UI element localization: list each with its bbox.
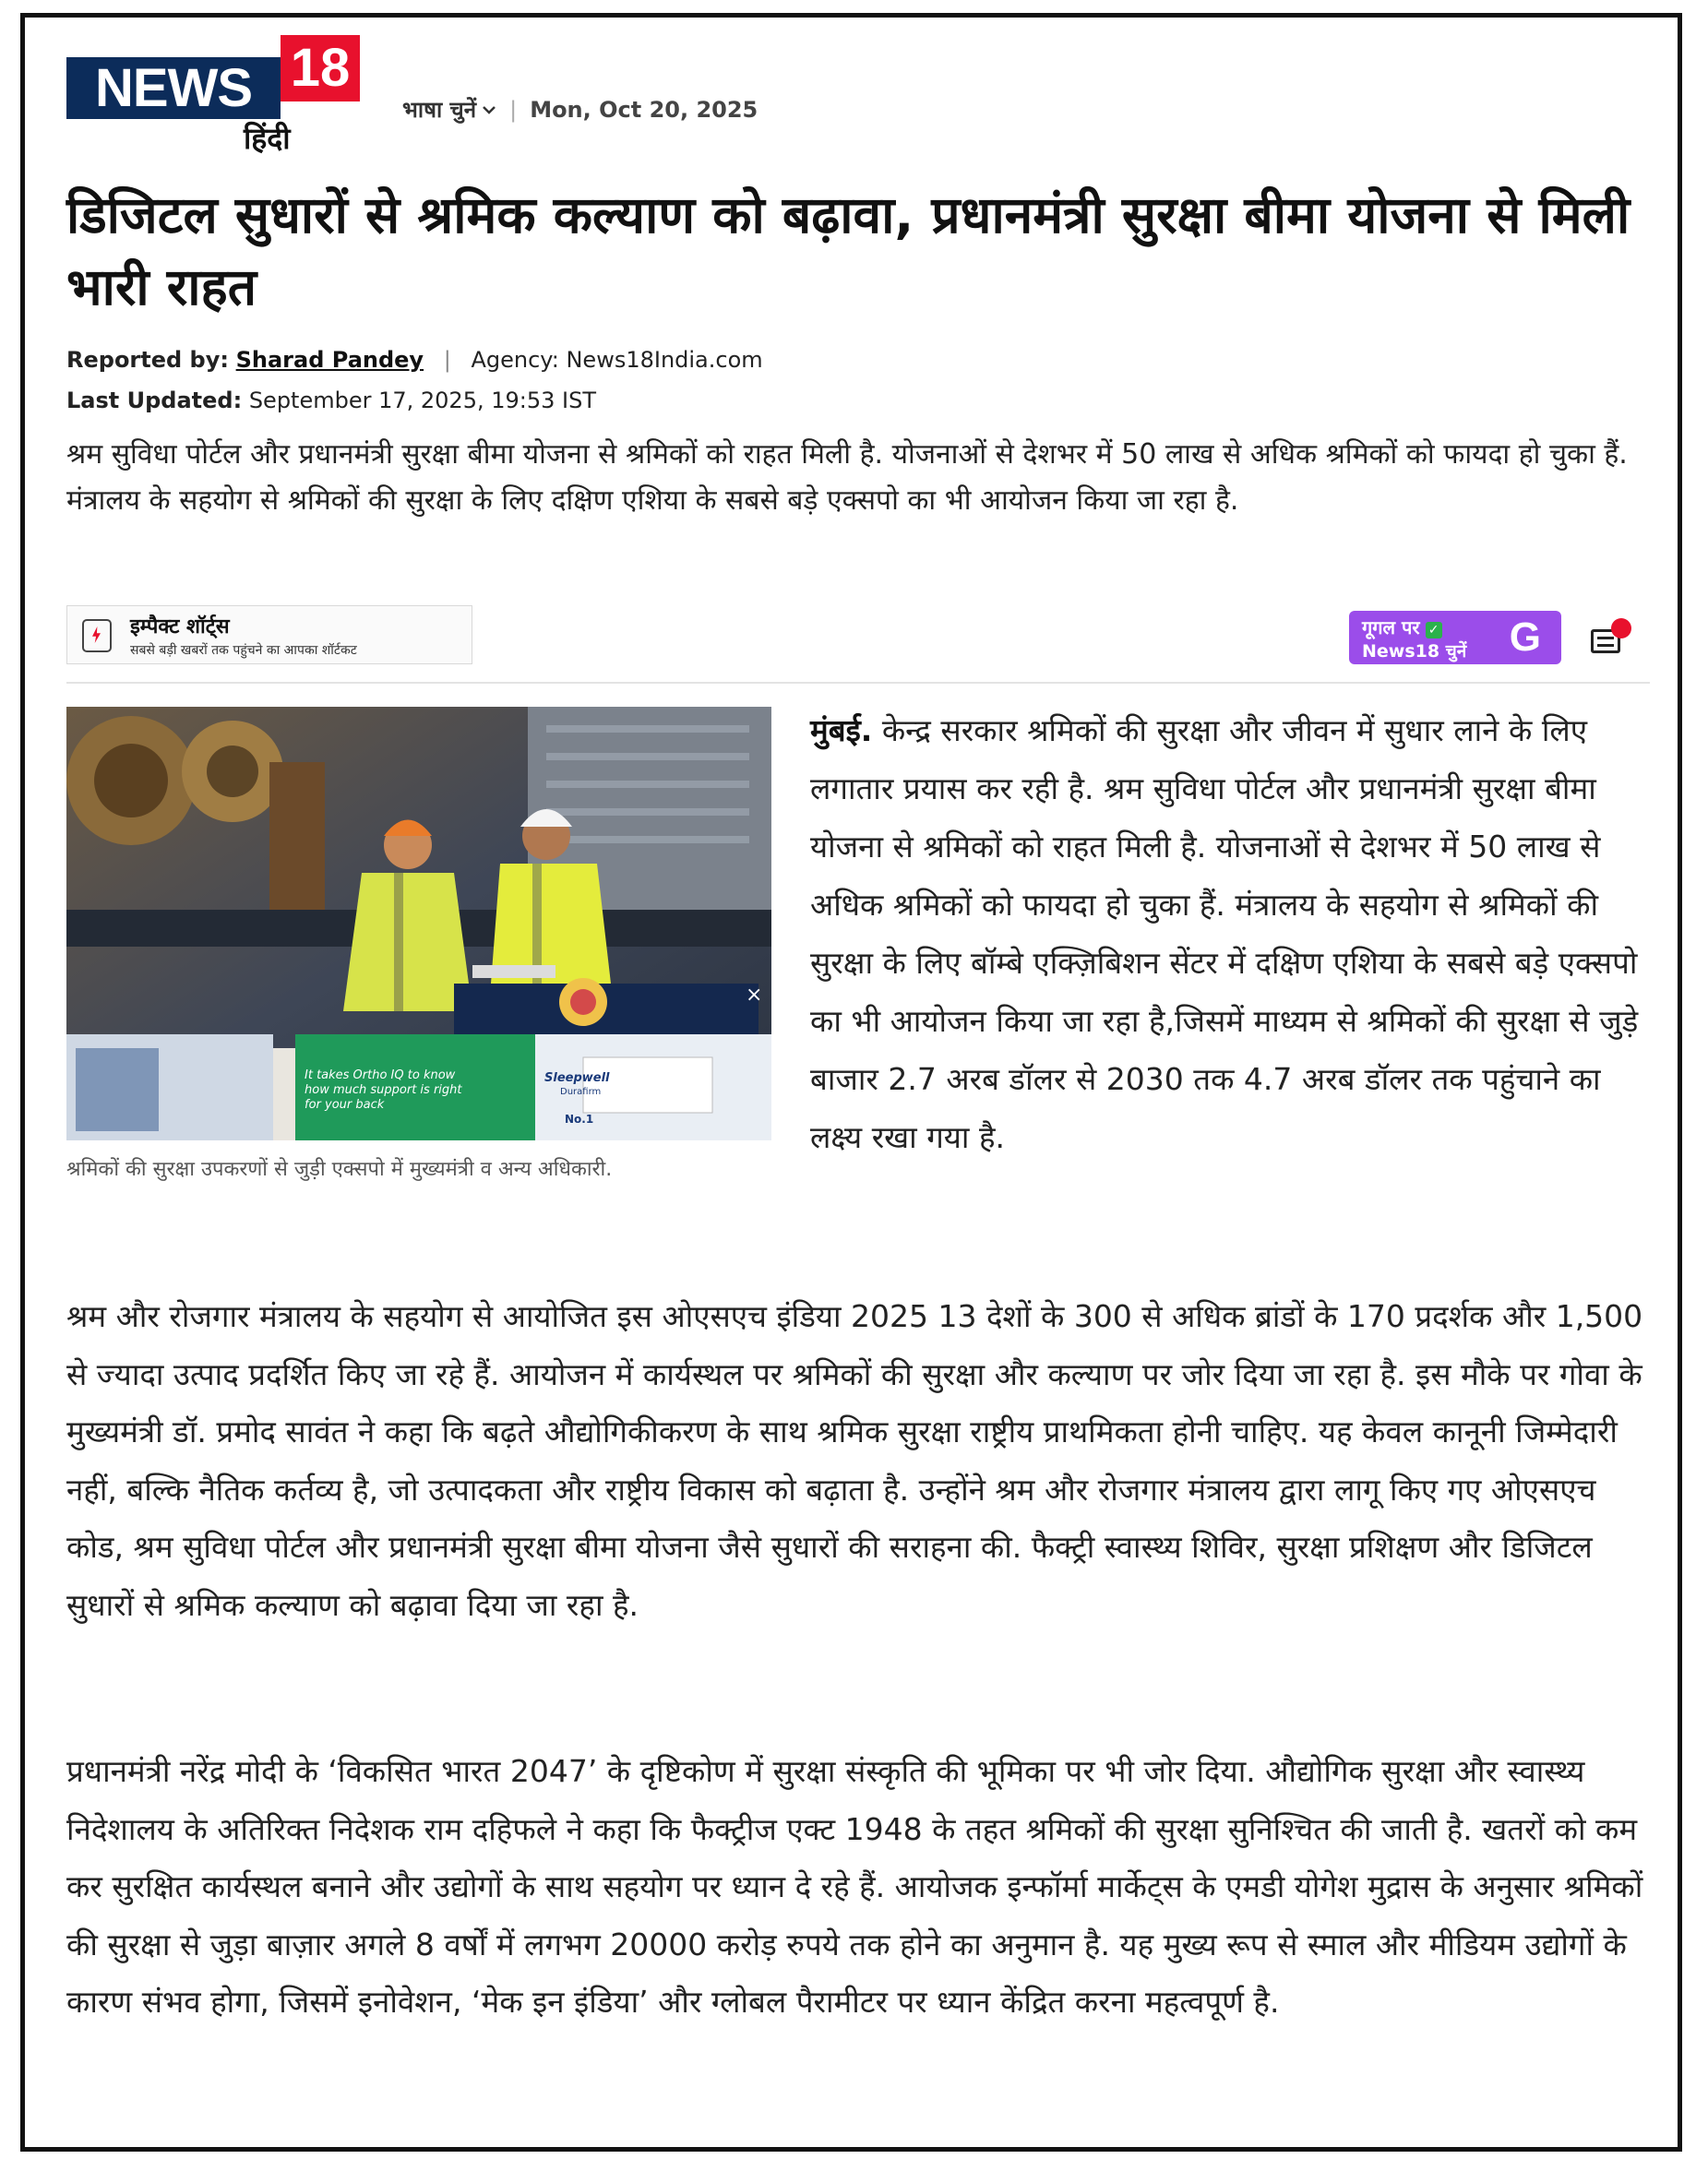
chevron-down-icon bbox=[482, 105, 496, 114]
check-icon: ✓ bbox=[1426, 622, 1442, 638]
article-paragraph-1 bbox=[810, 701, 1650, 1166]
comment-icon-line bbox=[1597, 637, 1614, 639]
google-button-line1: गूगल पर bbox=[1362, 616, 1420, 638]
image-caption: श्रमिकों की सुरक्षा उपकरणों से जुड़ी एक्सपो में मुख्यमंत्री व अन्य अधिकारी. bbox=[66, 1158, 613, 1181]
last-updated-value: September 17, 2025, 19:53 IST bbox=[248, 388, 596, 413]
logo-news-text: NEWS bbox=[95, 58, 252, 118]
last-updated-label: Last Updated: bbox=[66, 388, 243, 413]
header-separator: | bbox=[509, 96, 518, 123]
comment-icon-line bbox=[1597, 644, 1614, 647]
ad-close-icon[interactable]: × bbox=[746, 984, 763, 1007]
google-button-line2: News18 चुनें bbox=[1362, 641, 1467, 662]
ad-tagline: It takes Ortho IQ to know how much support is right for your back bbox=[305, 1068, 462, 1112]
article-summary: श्रम सुविधा पोर्टल और प्रधानमंत्री सुरक्षा बीमा योजना से श्रमिकों को राहत मिली है. योजनाओं से देशभर में 50 लाख से अधिक श्रमिकों को फायदा हो चुका हैं. मंत्रालय के सहयोग से श्रमिकों की सुरक्षा के लिए दक्षिण एशिया के सबसे बड़े एक्सपो का भी आयोजन किया जा रहा है. bbox=[66, 438, 1628, 517]
google-g-icon: G bbox=[1509, 614, 1541, 660]
language-selector[interactable] bbox=[402, 94, 496, 125]
current-date: Mon, Oct 20, 2025 bbox=[530, 96, 758, 123]
news18-logo[interactable] bbox=[66, 33, 360, 156]
reported-by-label: Reported by: bbox=[66, 347, 229, 373]
google-button-line1-wrap bbox=[1362, 614, 1442, 639]
logo-18-badge: 18 bbox=[281, 35, 360, 101]
article-image[interactable] bbox=[66, 707, 771, 1140]
language-label: भाषा चुनें bbox=[402, 97, 477, 123]
impact-shorts-button[interactable] bbox=[66, 605, 472, 664]
article-paragraph-3: प्रधानमंत्री नरेंद्र मोदी के ‘विकसित भारत 2047’ के दृष्टिकोण में सुरक्षा संस्कृति की भूमिका पर भी जोर दिया. औद्योगिक सुरक्षा और स्वास्थ्य निदेशालय के अतिरिक्त निदेशक राम दहिफले ने कहा कि फैक्ट्रीज एक्ट 1948 के तहत श्रमिकों की सुरक्षा सुनिश्चित की जाती है. खतरों को कम कर सुरक्षित कार्यस्थल बनाने और उद्योगों के साथ सहयोग पर ध्यान दे रहे हैं. आयोजक इन्फॉर्मा मार्केट्स के एमडी योगेश मुद्रास के अनुसार श्रमिकों की सुरक्षा से जुड़ा बाज़ार अगले 8 वर्षों में लगभग 20000 करोड़ रुपये तक होने का अनुमान है. यह मुख्य रूप से स्माल और मीडियम उद्योगों के कारण संभव होगा, जिसमें इनोवेशन, ‘मेक इन इंडिया’ और ग्लोबल पैरामीटर पर ध्यान केंद्रित करना महत्वपूर्ण है. bbox=[66, 1753, 1643, 2020]
ad-brand: Sleepwell bbox=[544, 1071, 610, 1085]
google-preferred-source-button[interactable] bbox=[1349, 611, 1561, 664]
notification-dot bbox=[1611, 618, 1631, 638]
article-headline: डिजिटल सुधारों से श्रमिक कल्याण को बढ़ावा, प्रधानमंत्री सुरक्षा बीमा योजना से मिली भारी राहत bbox=[66, 185, 1630, 316]
agency-name: News18India.com bbox=[566, 347, 763, 373]
header-meta bbox=[402, 94, 758, 125]
paragraph-1-text: केन्द्र सरकार श्रमिकों की सुरक्षा और जीवन में सुधार लाने के लिए लगातार प्रयास कर रही है. श्रम सुविधा पोर्टल और प्रधानमंत्री सुरक्षा बीमा योजना से श्रमिकों को राहत मिली है. योजनाओं से देशभर में 50 लाख से अधिक श्रमिकों को फायदा हो चुका हैं. मंत्रालय के सहयोग से श्रमिकों की सुरक्षा के लिए बॉम्बे एक्ज़िबिशन सेंटर में दक्षिण एशिया के सबसे बड़े एक्सपो का भी आयोजन किया जा रहा है,जिसमें माध्यम से श्रमिकों की सुरक्षा से जुड़े बाजार 2.7 अरब डॉलर से 2030 तक 4.7 अरब डॉलर तक पहुंचाने का लक्ष्य रखा गया है. bbox=[810, 712, 1639, 1155]
ad-brand-sub: Durafirm bbox=[560, 1087, 602, 1097]
last-updated bbox=[66, 388, 596, 413]
section-divider bbox=[66, 682, 1650, 684]
flash-icon bbox=[82, 619, 112, 652]
logo-hindi-text: हिंदी bbox=[244, 121, 291, 156]
byline-separator: | bbox=[443, 347, 451, 373]
ad-badge: No.1 bbox=[565, 1113, 594, 1126]
impact-shorts-title: इम्पैक्ट शॉर्ट्स bbox=[130, 615, 230, 638]
article-paragraph-2: श्रम और रोजगार मंत्रालय के सहयोग से आयोजित इस ओएसएच इंडिया 2025 13 देशों के 300 से अधिक ब्रांडों के 170 प्रदर्शक और 1,500 से ज्यादा उत्पाद प्रदर्शित किए जा रहे हैं. आयोजन में कार्यस्थल पर श्रमिकों की सुरक्षा और कल्याण पर जोर दिया जा रहा है. इस मौके पर गोवा के मुख्यमंत्री डॉ. प्रमोद सावंत ने कहा कि बढ़ते औद्योगिकीकरण के साथ श्रमिक सुरक्षा राष्ट्रीय प्राथमिकता होनी चाहिए. यह केवल कानूनी जिम्मेदारी नहीं, बल्कि नैतिक कर्तव्य है, जो उत्पादकता और राष्ट्रीय विकास को बढ़ाता है. उन्होंने श्रम और रोजगार मंत्रालय द्वारा लागू किए गए ओएसएच कोड, श्रम सुविधा पोर्टल और प्रधानमंत्री सुरक्षा बीमा योजना जैसे सुधारों की सराहना की. फैक्ट्री स्वास्थ्य शिविर, सुरक्षा प्रशिक्षण और डिजिटल सुधारों से श्रमिक कल्याण को बढ़ावा दिया जा रहा है. bbox=[66, 1298, 1643, 1623]
reporter-link[interactable]: Sharad Pandey bbox=[235, 347, 424, 373]
agency-label: Agency: bbox=[471, 347, 559, 373]
byline bbox=[66, 347, 763, 373]
impact-shorts-subtitle: सबसे बड़ी खबरों तक पहुंचने का आपका शॉर्टकट bbox=[130, 643, 357, 658]
comments-button[interactable] bbox=[1589, 618, 1631, 661]
dateline: मुंबई. bbox=[810, 712, 873, 748]
